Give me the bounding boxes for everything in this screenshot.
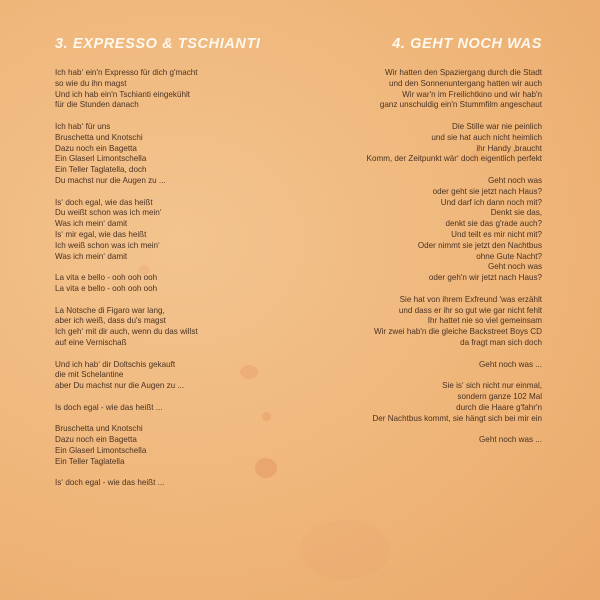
lyric-line: Was ich mein‘ damit	[55, 219, 128, 229]
lyric-line: aber ich weiß, dass du's magst	[55, 316, 166, 326]
lyrics-stanza	[55, 306, 198, 349]
lyrics-stanza	[55, 68, 198, 111]
lyric-line: Und teilt es mir nicht mit?	[451, 229, 542, 239]
lyric-line: Dazu noch ein Bagetta	[55, 143, 137, 153]
lyric-line: Dazu noch ein Bagetta	[55, 435, 137, 445]
lyric-line: die mit Schelantine	[55, 370, 124, 380]
lyric-line: und sie hat auch nicht heimlich	[431, 132, 542, 142]
paper-stain	[240, 365, 258, 379]
lyric-line: La Notsche di Figaro war lang,	[55, 305, 165, 315]
lyric-line: Wir hatten den Spaziergang durch die Stadt	[384, 68, 542, 77]
lyrics-stanza	[367, 435, 542, 446]
song-title-expresso-tschianti: 3. EXPRESSO & TSCHIANTI	[55, 36, 261, 52]
lyrics-column-left	[55, 68, 198, 500]
paper-stain	[262, 412, 271, 421]
lyric-line: Is doch egal - wie das heißt ...	[55, 402, 163, 412]
lyric-line: ihr Handy ‚braucht	[476, 143, 542, 153]
lyric-line: ganz unschuldig ein'n Stummfilm angeschaut	[379, 100, 542, 110]
lyric-line: Oder nimmt sie jetzt den Nachtbus	[417, 240, 542, 250]
lyric-line: Sie hat von ihrem Exfreund 'was erzählt	[399, 294, 542, 304]
lyric-line: Is‘ doch egal, wie das heißt	[55, 197, 153, 207]
lyrics-stanza	[55, 403, 198, 414]
lyric-line: Is‘ doch egal - wie das heißt ...	[55, 478, 165, 488]
lyric-line: Ein Glaserl Limontschella	[55, 445, 147, 455]
lyrics-stanza	[55, 122, 198, 187]
lyric-line: Denkt sie das,	[490, 208, 542, 218]
lyric-line: Komm, der Zeitpunkt wär‘ doch eigentlich perfekt	[366, 154, 542, 164]
lyrics-stanza	[367, 68, 542, 111]
lyric-line: und den Sonnenuntergang hatten wir auch	[388, 78, 542, 88]
lyric-line: Ich hab‘ ein'n Expresso für dich g'macht	[55, 68, 198, 77]
lyric-line: Ich weiß schon was ich mein‘	[55, 240, 160, 250]
lyric-line: Geht noch was	[488, 262, 542, 272]
song-title-geht-noch-was: 4. GEHT NOCH WAS	[392, 36, 542, 52]
lyric-line: Bruschetta und Knotschi	[55, 424, 143, 434]
lyric-line: Ich hab‘ für uns	[55, 121, 111, 131]
lyric-line: Ihr hattet nie so viel gemeinsam	[427, 316, 542, 326]
lyric-line: La vita e bello - ooh ooh ooh	[55, 283, 158, 293]
lyric-line: Du machst nur die Augen zu ...	[55, 175, 166, 185]
lyric-line: Die Stille war nie peinlich	[452, 121, 542, 131]
lyric-line: Du weißt schon was ich mein‘	[55, 208, 162, 218]
lyrics-stanza	[55, 424, 198, 467]
paper-stain	[255, 458, 277, 478]
lyric-line: Geht noch was ...	[479, 435, 542, 445]
lyrics-stanza	[55, 273, 198, 295]
lyric-line: Ich geh‘ mit dir auch, wenn du das willst	[55, 327, 198, 337]
lyric-line: Und ich hab ein'n Tschianti eingekühlt	[55, 89, 191, 99]
lyric-line: Geht noch was ...	[479, 359, 542, 369]
lyrics-stanza	[55, 198, 198, 263]
lyric-line: Wir zwei hab'n die gleiche Backstreet Boys CD	[374, 327, 542, 337]
lyrics-stanza	[367, 360, 542, 371]
lyric-line: aber Du machst nur die Augen zu ...	[55, 381, 185, 391]
lyrics-stanza	[367, 122, 542, 165]
lyric-line: Ein Glaserl Limontschella	[55, 154, 147, 164]
lyrics-column-right	[367, 68, 542, 457]
paper-stain	[300, 520, 390, 580]
lyric-line: für die Stunden danach	[55, 100, 139, 110]
lyric-line: La vita e bello - ooh ooh ooh	[55, 273, 158, 283]
lyric-line: Sie is‘ sich nicht nur einmal,	[442, 381, 542, 391]
lyrics-stanza	[55, 478, 198, 489]
lyrics-stanza	[367, 381, 542, 424]
lyric-line: durch die Haare g'fahr'n	[456, 402, 542, 412]
lyrics-stanza	[367, 295, 542, 349]
lyric-line: oder geht sie jetzt nach Haus?	[432, 186, 542, 196]
lyric-line: und dass er ihr so gut wie gar nicht fehlt	[398, 305, 542, 315]
lyric-line: denkt sie das g'rade auch?	[445, 219, 542, 229]
lyric-line: Und ich hab‘ dir Doltschis gekauft	[55, 359, 176, 369]
lyric-line: ohne Gute Nacht?	[476, 251, 542, 261]
lyric-line: oder geh'n wir jetzt nach Haus?	[428, 273, 542, 283]
lyric-line: sondern ganze 102 Mal	[457, 391, 542, 401]
lyric-line: auf eine Vernischaß	[55, 337, 127, 347]
lyrics-stanza	[55, 360, 198, 392]
lyric-line: Bruschetta und Knotschi	[55, 132, 143, 142]
lyric-line: da fragt man sich doch	[460, 337, 542, 347]
lyric-line: so wie du ihn magst	[55, 78, 127, 88]
lyric-line: Is‘ mir egal, wie das heißt	[55, 229, 147, 239]
lyric-line: Geht noch was	[488, 175, 542, 185]
lyric-line: Wir war'n im Freilichtkino und wir hab'n	[402, 89, 542, 99]
lyrics-stanza	[367, 176, 542, 284]
lyric-line: Der Nachtbus kommt, sie hängt sich bei mir ein	[372, 413, 542, 423]
lyric-line: Was ich mein‘ damit	[55, 251, 128, 261]
lyric-line: Ein Teller Taglatella, doch	[55, 165, 147, 175]
lyric-line: Und darf ich dann noch mit?	[440, 197, 542, 207]
lyric-line: Ein Teller Taglatella	[55, 456, 125, 466]
